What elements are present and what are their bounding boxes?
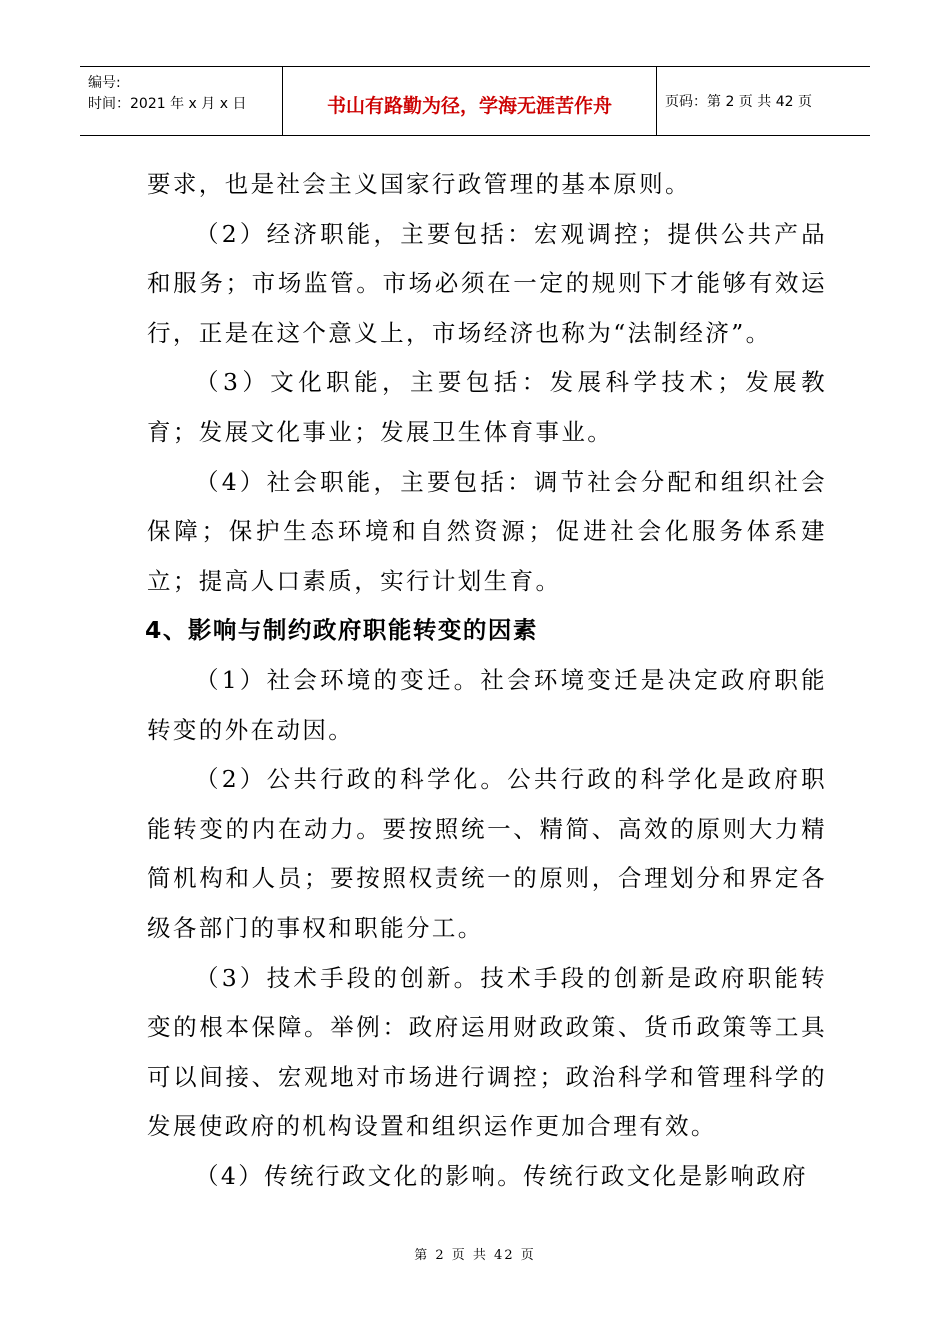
header-meta xyxy=(80,67,283,135)
page-footer: 第 2 页 共 42 页 xyxy=(414,1248,536,1263)
document-body xyxy=(147,160,827,1201)
number-label: 编号: xyxy=(88,75,121,91)
section-heading: 4、影响与制约政府职能转变的因素 xyxy=(145,616,538,645)
paragraph-social-function: （4）社会职能，主要包括：调节社会分配和组织社会保障；保护生态环境和自然资源；促进社会化服务体系建立；提高人口素质，实行计划生育。 xyxy=(147,467,827,595)
page-header xyxy=(80,66,870,136)
header-motto: 书山有路勤为径，学海无涯苦作舟 xyxy=(283,67,657,135)
paragraph-social-environment: （1）社会环境的变迁。社会环境变迁是决定政府职能转变的外在动因。 xyxy=(147,665,827,744)
paragraph-public-administration: （2）公共行政的科学化。公共行政的科学化是政府职能转变的内在动力。要按照统一、精简、高效的原则大力精简机构和人员；要按照权责统一的原则，合理划分和界定各级各部门的事权和职能分工。 xyxy=(147,765,827,942)
paragraph-cultural-function: （3）文化职能，主要包括：发展科学技术；发展教育；发展文化事业；发展卫生体育事业。 xyxy=(147,368,827,446)
paragraph-economic-function: （2）经济职能，主要包括：宏观调控；提供公共产品和服务；市场监管。市场必须在一定的规则下才能够有效运行，正是在这个意义上，市场经济也称为“法制经济”。 xyxy=(147,219,827,347)
paragraph-technical-means: （3）技术手段的创新。技术手段的创新是政府职能转变的根本保障。举例：政府运用财政政策、货币政策等工具可以间接、宏观地对市场进行调控；政治科学和管理科学的发展使政府的机构设置和组织运作更加合理有效。 xyxy=(147,963,827,1141)
paragraph-continuation: 要求，也是社会主义国家行政管理的基本原则。 xyxy=(147,170,691,198)
paragraph-traditional-culture: （4）传统行政文化的影响。传统行政文化是影响政府 xyxy=(195,1161,809,1190)
date-label: 时间：2021 年 x 月 x 日 xyxy=(88,96,247,112)
header-page-info: 页码：第 2 页 共 42 页 xyxy=(665,94,812,110)
